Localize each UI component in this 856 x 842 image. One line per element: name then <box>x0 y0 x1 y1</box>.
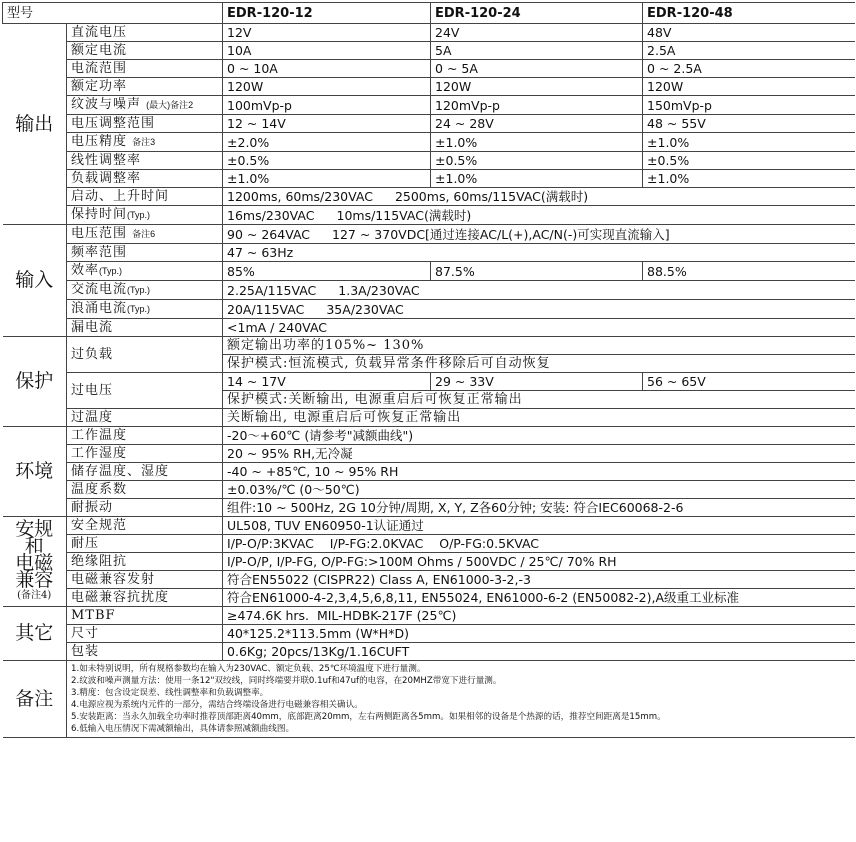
label-overtemp: 过温度 <box>67 409 223 427</box>
note-line: 3.精度：包含设定误差、线性调整率和负载调整率。 <box>71 688 269 698</box>
cell: 88.5% <box>643 262 855 281</box>
label-rated-current: 额定电流 <box>67 42 223 60</box>
cell: ±1.0% <box>223 170 431 188</box>
cell: 符合EN61000-4-2,3,4,5,6,8,11, EN55024, EN61000-6-2 (EN50082-2),A级重工业标准 <box>223 589 855 607</box>
cell: ≥474.6K hrs. MIL-HDBK-217F (25℃) <box>223 607 855 625</box>
row-line-reg <box>3 152 855 170</box>
cell: 2.25A/115VAC 1.3A/230VAC <box>223 281 855 300</box>
cell: ±0.5% <box>223 152 431 170</box>
row-hold <box>3 206 855 225</box>
cell: 40*125.2*113.5mm (W*H*D) <box>223 625 855 643</box>
row-emc-immunity <box>3 589 855 607</box>
cell: 48 ~ 55V <box>643 115 855 133</box>
group-safety-emc: 安规和 电磁 兼容 (备注4) <box>3 517 67 607</box>
group-input: 输入 <box>3 225 67 337</box>
cell: 保护模式:恒流模式, 负载异常条件移除后可自动恢复 <box>223 355 855 373</box>
row-ac-current <box>3 281 855 300</box>
row-leakage <box>3 319 855 337</box>
cell: ±0.5% <box>643 152 855 170</box>
cell: ±0.03%/℃ (0～50℃) <box>223 481 855 499</box>
row-working-temp <box>3 427 855 445</box>
cell: 12V <box>223 24 431 42</box>
cell: 20 ~ 95% RH,无冷凝 <box>223 445 855 463</box>
cell: 5A <box>431 42 643 60</box>
label-efficiency: 效率(Typ.) <box>67 262 223 281</box>
spec-table <box>2 2 855 738</box>
model-12: EDR-120-12 <box>223 3 431 24</box>
row-load-reg <box>3 170 855 188</box>
note-line: 1.如未特别说明，所有规格参数均在输入为230VAC、额定负载、25℃环境温度下进行量测。 <box>71 664 426 674</box>
cell: 48V <box>643 24 855 42</box>
cell: 16ms/230VAC 10ms/115VAC(满载时) <box>223 206 855 225</box>
row-voltage-adj <box>3 115 855 133</box>
row-dc-voltage <box>3 24 855 42</box>
cell: ±1.0% <box>431 170 643 188</box>
cell: ±1.0% <box>643 133 855 152</box>
note-line: 5.安装距离：当永久加载全功率时推荐顶部距离40mm，底部距离20mm，左右两侧距离各5mm。如果相邻的设备是个热源的话，推荐空间距离是15mm。 <box>71 712 666 722</box>
row-working-humidity <box>3 445 855 463</box>
note-line: 6.低输入电压情况下需减额输出，具体请参照减额曲线图。 <box>71 724 295 734</box>
cell: 12 ~ 14V <box>223 115 431 133</box>
cell: 24V <box>431 24 643 42</box>
label-setup: 启动、上升时间 <box>67 188 223 206</box>
label-temp-coeff: 温度系数 <box>67 481 223 499</box>
row-input-voltage <box>3 225 855 244</box>
label-voltage-adj: 电压调整范围 <box>67 115 223 133</box>
cell: 14 ~ 17V <box>223 373 431 391</box>
label-safety-standards: 安全规范 <box>67 517 223 535</box>
row-inrush <box>3 300 855 319</box>
label-working-temp: 工作温度 <box>67 427 223 445</box>
row-storage <box>3 463 855 481</box>
group-environment: 环境 <box>3 427 67 517</box>
cell: 47 ~ 63Hz <box>223 244 855 262</box>
cell: 100mVp-p <box>223 96 431 115</box>
cell: 56 ~ 65V <box>643 373 855 391</box>
cell: 组件:10 ~ 500Hz, 2G 10分钟/周期, X, Y, Z各60分钟; 安装: 符合IEC60068-2-6 <box>223 499 855 517</box>
cell: 20A/115VAC 35A/230VAC <box>223 300 855 319</box>
row-notes <box>3 661 855 738</box>
label-current-range: 电流范围 <box>67 60 223 78</box>
label-vibration: 耐振动 <box>67 499 223 517</box>
row-frequency <box>3 244 855 262</box>
label-storage: 储存温度、湿度 <box>67 463 223 481</box>
row-rated-current <box>3 42 855 60</box>
label-hold: 保持时间(Typ.) <box>67 206 223 225</box>
label-overload: 过负载 <box>67 337 223 373</box>
cell: 符合EN55022 (CISPR22) Class A, EN61000-3-2,-3 <box>223 571 855 589</box>
row-ripple <box>3 96 855 115</box>
model-24: EDR-120-24 <box>431 3 643 24</box>
note-line: 2.纹波和噪声测量方法：使用一条12"双绞线，同时终端要并联0.1uf和47uf的电容，在20MHZ带宽下进行量测。 <box>71 676 502 686</box>
model-label: 型号 <box>3 3 223 24</box>
label-input-voltage: 电压范围 备注6 <box>67 225 223 244</box>
row-voltage-tol <box>3 133 855 152</box>
group-protection: 保护 <box>3 337 67 427</box>
row-temp-coeff <box>3 481 855 499</box>
cell: 120W <box>431 78 643 96</box>
row-setup <box>3 188 855 206</box>
cell: 10A <box>223 42 431 60</box>
cell: 90 ~ 264VAC 127 ~ 370VDC[通过连接AC/L(+),AC/N(-)可实现直流输入] <box>223 225 855 244</box>
group-notes: 备注 <box>3 661 67 738</box>
model-48: EDR-120-48 <box>643 3 855 24</box>
cell: 87.5% <box>431 262 643 281</box>
label-dc-voltage: 直流电压 <box>67 24 223 42</box>
row-withstand <box>3 535 855 553</box>
row-safety-standards <box>3 517 855 535</box>
row-emc-emission <box>3 571 855 589</box>
cell: ±2.0% <box>223 133 431 152</box>
cell: UL508, TUV EN60950-1认证通过 <box>223 517 855 535</box>
row-mtbf <box>3 607 855 625</box>
row-overload-1 <box>3 337 855 355</box>
cell: <1mA / 240VAC <box>223 319 855 337</box>
row-vibration <box>3 499 855 517</box>
cell: 额定输出功率的105%~ 130% <box>223 337 855 355</box>
row-packing <box>3 643 855 661</box>
cell: 0 ~ 2.5A <box>643 60 855 78</box>
label-emc-immunity: 电磁兼容抗扰度 <box>67 589 223 607</box>
label-ac-current: 交流电流(Typ.) <box>67 281 223 300</box>
cell: 120W <box>643 78 855 96</box>
cell: 29 ~ 33V <box>431 373 643 391</box>
label-leakage: 漏电流 <box>67 319 223 337</box>
row-current-range <box>3 60 855 78</box>
cell: 24 ~ 28V <box>431 115 643 133</box>
label-isolation: 绝缘阻抗 <box>67 553 223 571</box>
row-rated-power <box>3 78 855 96</box>
cell: 0 ~ 10A <box>223 60 431 78</box>
label-voltage-tol: 电压精度 备注3 <box>67 133 223 152</box>
cell: 2.5A <box>643 42 855 60</box>
model-row <box>3 3 855 24</box>
cell: 85% <box>223 262 431 281</box>
group-others: 其它 <box>3 607 67 661</box>
label-working-humidity: 工作湿度 <box>67 445 223 463</box>
label-emc-emission: 电磁兼容发射 <box>67 571 223 589</box>
cell: 1200ms, 60ms/230VAC 2500ms, 60ms/115VAC(满载时) <box>223 188 855 206</box>
row-overtemp <box>3 409 855 427</box>
cell: 0 ~ 5A <box>431 60 643 78</box>
cell: 保护模式:关断输出, 电源重启后可恢复正常输出 <box>223 391 855 409</box>
label-dimension: 尺寸 <box>67 625 223 643</box>
cell: 120mVp-p <box>431 96 643 115</box>
note-line: 4.电源应视为系统内元件的一部分，需结合终端设备进行电磁兼容相关确认。 <box>71 700 363 710</box>
label-inrush: 浪涌电流(Typ.) <box>67 300 223 319</box>
row-dimension <box>3 625 855 643</box>
group-output: 输出 <box>3 24 67 225</box>
cell: ±1.0% <box>643 170 855 188</box>
row-efficiency <box>3 262 855 281</box>
row-overvoltage-1 <box>3 373 855 391</box>
label-withstand: 耐压 <box>67 535 223 553</box>
cell: 关断输出, 电源重启后可恢复正常输出 <box>223 409 855 427</box>
row-isolation <box>3 553 855 571</box>
label-ripple: 纹波与噪声 (最大)备注2 <box>67 96 223 115</box>
notes-content <box>67 661 855 738</box>
cell: 120W <box>223 78 431 96</box>
label-packing: 包装 <box>67 643 223 661</box>
label-frequency: 频率范围 <box>67 244 223 262</box>
cell: I/P-O/P:3KVAC I/P-FG:2.0KVAC O/P-FG:0.5KVAC <box>223 535 855 553</box>
cell: ±1.0% <box>431 133 643 152</box>
cell: -20～+60℃ (请参考"减额曲线") <box>223 427 855 445</box>
label-mtbf: MTBF <box>67 607 223 625</box>
label-overvoltage: 过电压 <box>67 373 223 409</box>
cell: 150mVp-p <box>643 96 855 115</box>
cell: ±0.5% <box>431 152 643 170</box>
label-load-reg: 负载调整率 <box>67 170 223 188</box>
cell: -40 ~ +85℃, 10 ~ 95% RH <box>223 463 855 481</box>
cell: 0.6Kg; 20pcs/13Kg/1.16CUFT <box>223 643 855 661</box>
cell: I/P-O/P, I/P-FG, O/P-FG:>100M Ohms / 500VDC / 25℃/ 70% RH <box>223 553 855 571</box>
label-line-reg: 线性调整率 <box>67 152 223 170</box>
label-rated-power: 额定功率 <box>67 78 223 96</box>
